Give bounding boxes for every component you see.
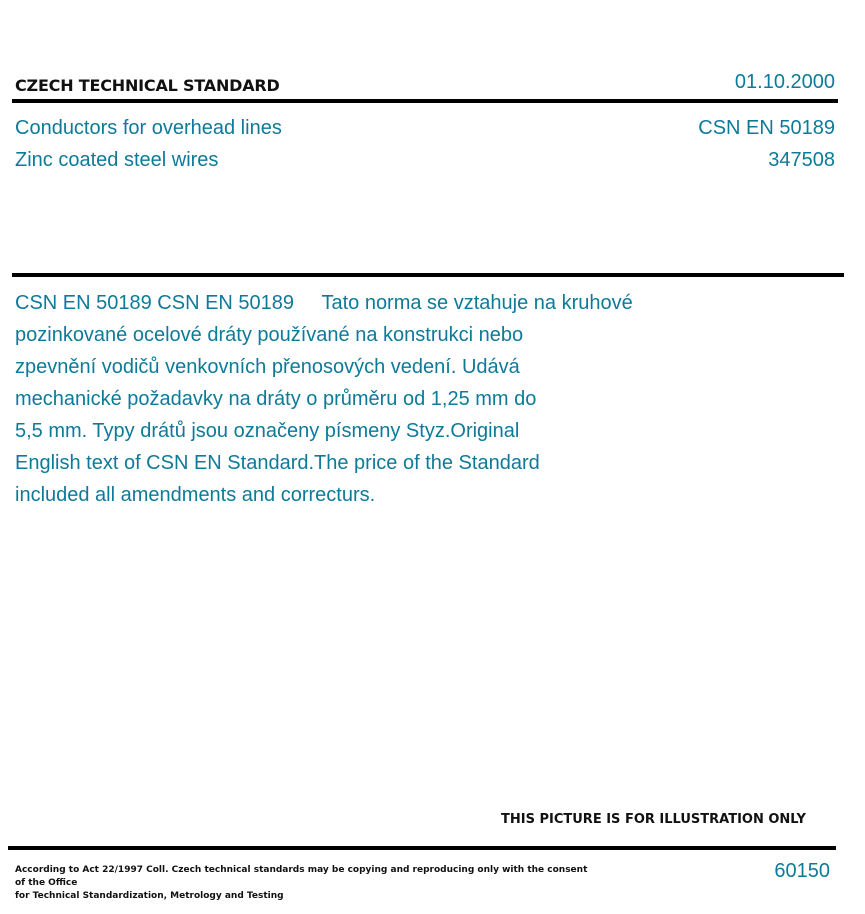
copyright-notice-line-2: for Technical Standardization, Metrology and Testing (15, 891, 284, 901)
publication-date: 01.10.2000 (734, 71, 835, 93)
illustration-notice: THIS PICTURE IS FOR ILLUSTRATION ONLY (501, 812, 806, 827)
top-divider (12, 99, 838, 103)
bottom-divider (8, 846, 836, 850)
classification-code: 347508 (768, 149, 835, 171)
catalog-number: 60150 (774, 860, 830, 882)
copyright-notice-line-1: According to Act 22/1997 Coll. Czech technical standards may be copying and reproducing only with the consent of the Office (15, 865, 588, 888)
standard-description: CSN EN 50189 CSN EN 50189 Tato norma se vztahuje na kruhové pozinkované ocelové dráty používané na konstrukci nebo zpevnění vodičů venkovních přenosových vedení. Udává mechanické požadavky na dráty o průměru od 1,25 mm do 5,5 mm. Typy drátů jsou označeny písmeny Styz.Original English text of CSN EN Standard.The price of the Standard included all amendments and correcturs. (15, 292, 633, 506)
copyright-notice (15, 864, 595, 903)
subject-line-2: Zinc coated steel wires (15, 149, 219, 171)
standard-number: CSN EN 50189 (698, 117, 835, 139)
middle-divider (12, 273, 844, 277)
subject-line-1: Conductors for overhead lines (15, 117, 282, 139)
document-header-title: CZECH TECHNICAL STANDARD (15, 76, 280, 95)
